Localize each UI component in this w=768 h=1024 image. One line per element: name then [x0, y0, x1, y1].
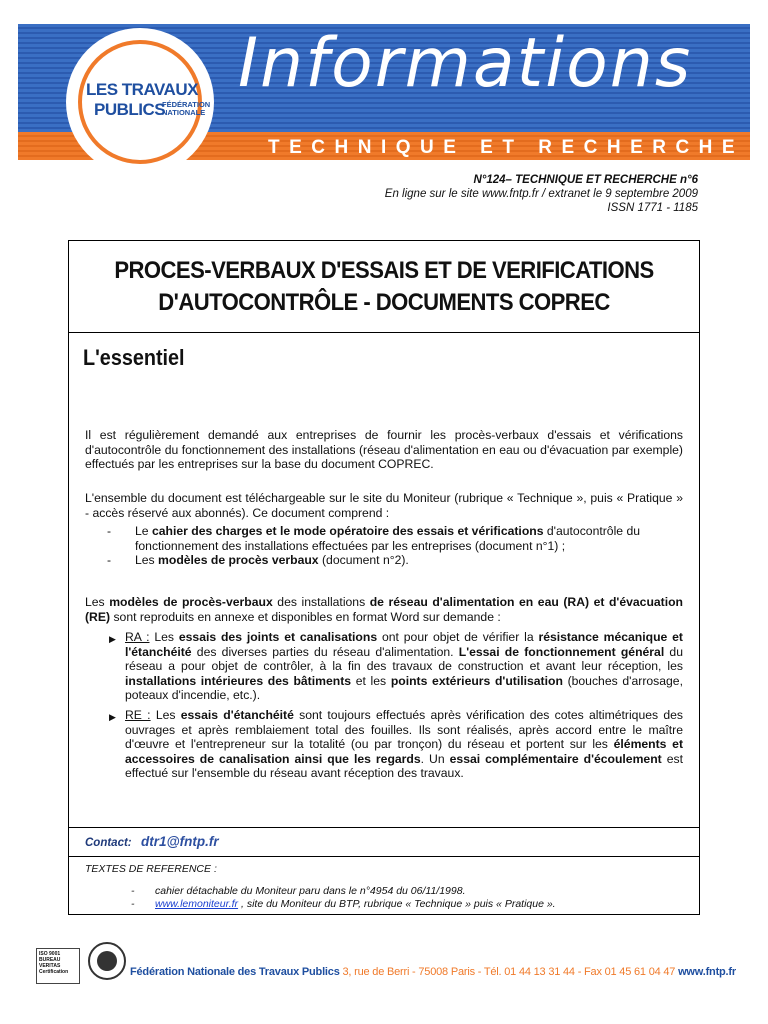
- list-item: [109, 630, 683, 703]
- reference-text: cahier détachable du Moniteur paru dans le n°4954 du 06/11/1998.: [155, 885, 466, 897]
- title-line-2: D'AUTOCONTRÔLE - DOCUMENTS COPREC: [158, 289, 610, 316]
- title-line-1: PROCES-VERBAUX D'ESSAIS ET DE VERIFICATIONS: [114, 257, 654, 284]
- text: ont pour objet de vérifier la: [377, 630, 539, 644]
- text: et les: [351, 673, 391, 688]
- main-content-box: [68, 240, 700, 915]
- bold-text: résistance mécanique et l'étanchéité: [125, 630, 683, 659]
- logo-line2: PUBLICS: [94, 100, 166, 119]
- list-dash: -: [107, 553, 112, 567]
- logo-federation: FÉDÉRATION NATIONALE: [162, 100, 211, 117]
- bold-text: éléments et accessoires de canalisation ainsi que les regards: [125, 737, 684, 766]
- text: du réseau a pour objet de contrôler, à la fin des travaux de construction et avant leur réception, les: [125, 644, 683, 673]
- references-list: [131, 885, 671, 910]
- arrow-bullet-icon: ▶: [109, 634, 116, 644]
- bold-text: installations intérieures des bâtiments: [125, 673, 352, 688]
- banner-title: Informations: [238, 24, 693, 103]
- certification-logo: [36, 948, 124, 984]
- references-title: TEXTES DE REFERENCE :: [85, 863, 217, 875]
- issue-info: [385, 173, 698, 215]
- text: d'autocontrôle du fonctionnement des installations effectuées par les entreprises (document n°1) ;: [135, 524, 640, 553]
- logo-line1: LES TRAVAUX: [86, 80, 198, 99]
- bold-text: cahier des charges et le mode opératoire des essais et vérifications: [151, 524, 544, 538]
- banner-subtitle: TECHNIQUE ET RECHERCHE: [268, 137, 745, 158]
- text: Les: [85, 595, 110, 609]
- contact-label: Contact:: [85, 837, 132, 849]
- text: sont reproduits en annexe et disponibles en format Word sur demande :: [110, 609, 501, 624]
- text: est effectué sur l'ensemble du réseau avant réception des travaux.: [125, 751, 683, 780]
- list-item: [107, 553, 683, 568]
- arrow-bullet-icon: ▶: [109, 712, 116, 722]
- ra-item: [109, 630, 683, 703]
- text: Le: [135, 524, 152, 538]
- text: Les: [135, 553, 159, 567]
- bold-text: essai complémentaire d'écoulement: [449, 751, 662, 766]
- fntp-logo: [66, 28, 214, 176]
- list-item: [131, 898, 671, 911]
- text: Les: [149, 630, 179, 644]
- list-dash: -: [107, 524, 112, 538]
- list-dash: -: [131, 885, 135, 897]
- bold-text: L'essai de fonctionnement général: [458, 644, 665, 659]
- paragraph-models: [85, 595, 683, 624]
- document-contents-list: [107, 524, 683, 568]
- header-banner: [18, 24, 750, 160]
- paragraph-intro: Il est régulièrement demandé aux entreprises de fournir les procès-verbaux d'essais et vérifications d'autocontrôle du fonctionnement des installations (réseau d'alimentation en eau ou d'évacuation par exemple) effectués par les entreprises sur la base du document COPREC.: [85, 428, 683, 471]
- contact-email-link[interactable]: dtr1@fntp.fr: [141, 834, 219, 849]
- issue-issn: ISSN 1771 - 1185: [607, 202, 698, 214]
- seal-icon: [88, 942, 126, 980]
- contact-area: [69, 827, 699, 857]
- paragraph-download: L'ensemble du document est téléchargeable sur le site du Moniteur (rubrique « Technique », puis « Pratique » - accès réservé aux abonnés). Ce document comprend :: [85, 491, 683, 520]
- footer-site-link[interactable]: www.fntp.fr: [678, 966, 736, 978]
- ra-label: RA :: [125, 630, 150, 644]
- footer-org: Fédération Nationale des Travaux Publics: [130, 966, 340, 978]
- re-label: RE :: [125, 708, 151, 722]
- bold-text: modèles de procès-verbaux: [109, 595, 273, 609]
- footer-address: 3, rue de Berri - 75008 Paris - Tél. 01 44 13 31 44 - Fax 01 45 61 04 47: [339, 966, 679, 978]
- list-dash: -: [131, 897, 135, 910]
- text: (document n°2).: [318, 553, 409, 567]
- re-item: [109, 708, 683, 781]
- issue-number: N°124– TECHNIQUE ET RECHERCHE n°6: [473, 174, 698, 186]
- text: sont toujours effectués après vérification des cotes altimétriques des ouvrages et après remblaiement total des fouilles. Ils sont réalisés, après accord entre le maître d'œuvre et l'entrepreneur sur la totalité (ou par tronçon) du réseau et portent sur les: [125, 708, 684, 751]
- section-heading: L'essentiel: [83, 345, 185, 370]
- document-title: [94, 255, 674, 319]
- text: des installations: [272, 595, 370, 609]
- list-item: [131, 885, 671, 898]
- reference-text: , site du Moniteur du BTP, rubrique « Technique » puis « Pratique ».: [238, 897, 556, 910]
- bold-text: modèles de procès verbaux: [158, 553, 319, 567]
- moniteur-link[interactable]: www.lemoniteur.fr: [155, 897, 239, 910]
- title-area: [69, 241, 699, 333]
- text: (bouches d'arrosage, poteaux d'incendie, etc.).: [125, 673, 683, 702]
- bold-text: essais des joints et canalisations: [178, 630, 378, 644]
- bold-text: de réseau d'alimentation en eau (RA) et d'évacuation (RE): [85, 595, 684, 624]
- text: . Un: [420, 751, 450, 766]
- text: Les: [150, 708, 181, 722]
- bureau-veritas-badge: ISO 9001 BUREAU VERITAS Certification: [36, 948, 80, 984]
- footer-contact: [130, 966, 736, 978]
- list-item: [109, 708, 683, 781]
- bold-text: points extérieurs d'utilisation: [390, 673, 563, 688]
- bold-text: essais d'étanchéité: [180, 708, 294, 722]
- issue-online: En ligne sur le site www.fntp.fr / extranet le 9 septembre 2009: [384, 188, 698, 200]
- list-item: [107, 524, 683, 553]
- text: des diverses parties du réseau d'alimentation.: [191, 644, 459, 659]
